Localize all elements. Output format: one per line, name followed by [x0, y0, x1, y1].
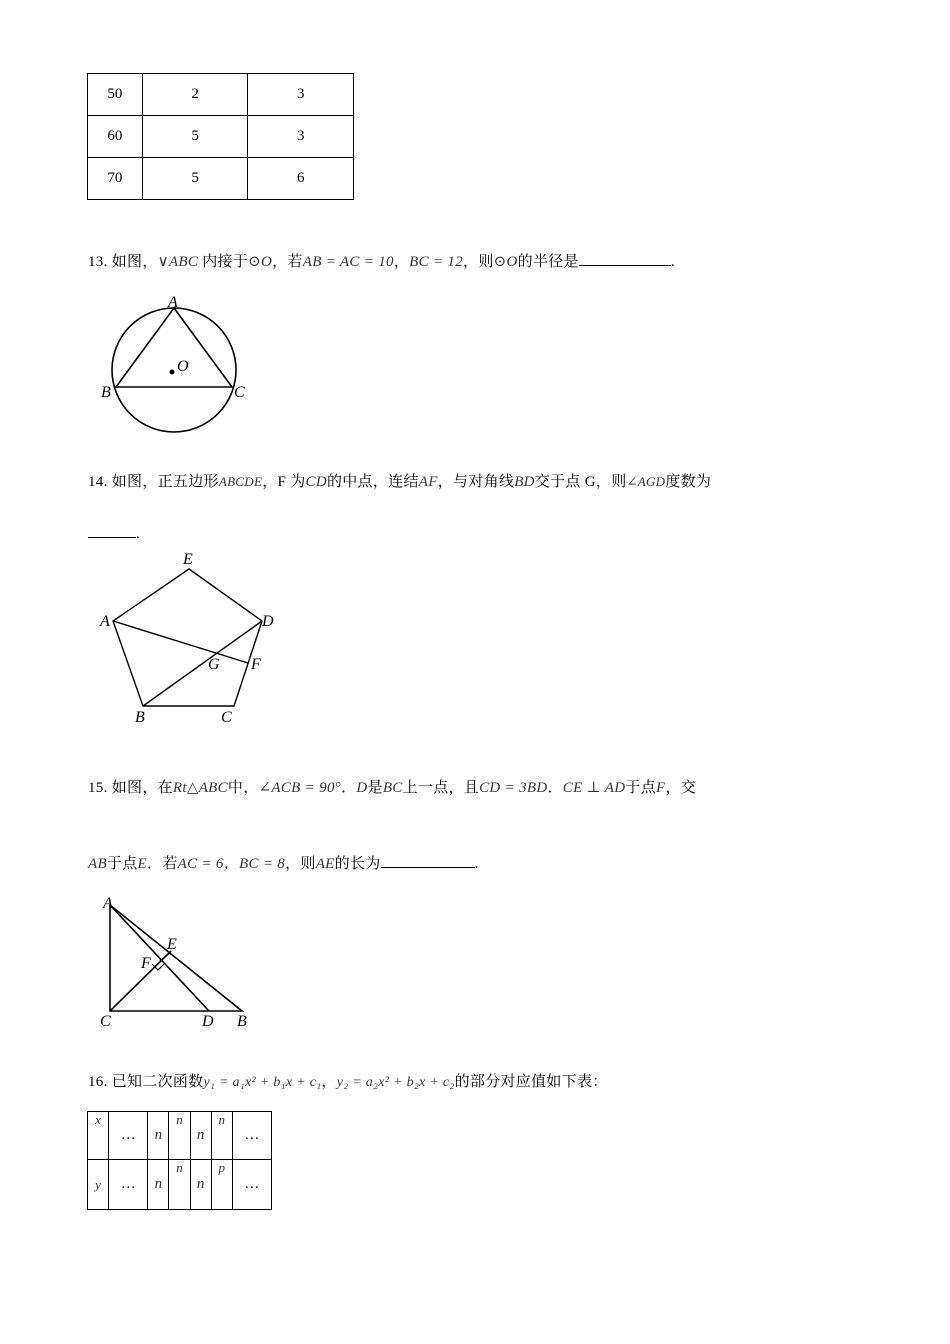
question-15-line-2	[88, 852, 479, 873]
table-cell: 2	[142, 74, 248, 116]
table-cell: …	[109, 1160, 148, 1210]
question-15	[88, 776, 696, 797]
center-point	[170, 370, 175, 375]
label-g: G	[208, 656, 220, 673]
table-cell: n	[148, 1112, 169, 1160]
text: .	[136, 526, 141, 542]
top-table	[87, 73, 354, 200]
math: CD = 3BD	[479, 780, 548, 796]
label-a: A	[103, 895, 113, 912]
question-16	[88, 1070, 608, 1091]
text: ．	[341, 780, 357, 796]
text: 度数为	[665, 474, 712, 490]
table-cell: n	[211, 1112, 232, 1160]
table-cell: n	[148, 1160, 169, 1210]
table-cell: x	[88, 1112, 109, 1160]
label-c: C	[100, 1013, 111, 1030]
text: 的部分对应值如下表：	[454, 1074, 608, 1090]
table-cell: 3	[248, 74, 354, 116]
segment-bd	[143, 621, 262, 706]
math: BC	[382, 780, 403, 796]
label-e: E	[167, 936, 177, 953]
table-cell: …	[232, 1112, 271, 1160]
math: y₁ = a₁x² + b₁x + c₁	[203, 1075, 322, 1090]
triangle-abc	[110, 905, 242, 1011]
math: AE	[315, 856, 335, 872]
text: 于点	[106, 856, 138, 872]
text: 交于点 G，则	[534, 474, 627, 490]
text: 的长为	[334, 856, 381, 872]
table-cell: …	[232, 1160, 271, 1210]
segment-ad	[110, 905, 209, 1011]
math: y₂ = a₂x² + b₂x + c₂	[336, 1075, 455, 1090]
text: ，交	[665, 780, 697, 796]
math: E	[137, 856, 148, 872]
figure-right-triangle	[95, 892, 265, 1037]
text: ，	[393, 254, 410, 270]
answer-blank	[381, 853, 475, 868]
segment-af	[113, 621, 248, 663]
text: 内接于	[202, 254, 249, 270]
table-cell: p	[211, 1160, 232, 1210]
text: ．若	[147, 856, 178, 872]
label-d: D	[262, 613, 274, 630]
circle-o	[112, 308, 236, 432]
label-d: D	[202, 1013, 214, 1030]
text: ，则	[463, 254, 494, 270]
math: D	[356, 780, 368, 796]
label-b: B	[101, 384, 111, 401]
label-a: A	[100, 613, 110, 630]
text: .	[474, 856, 479, 872]
table-cell: y	[88, 1160, 109, 1210]
math: CE ⊥ AD	[562, 780, 626, 796]
text: ，F 为	[262, 474, 306, 490]
label-f: F	[141, 955, 151, 972]
math: AF	[418, 474, 438, 490]
question-13	[88, 250, 675, 271]
math: ∨ABC	[157, 254, 199, 270]
text: 的半径是	[517, 254, 579, 270]
label-o: O	[177, 358, 189, 375]
table-cell: …	[109, 1112, 148, 1160]
question-number: 15.	[88, 780, 108, 796]
text: 是	[367, 780, 383, 796]
table-cell: 5	[142, 116, 248, 158]
label-a: A	[168, 294, 178, 311]
text: 已知二次函数	[111, 1074, 204, 1090]
question-number: 13.	[88, 254, 108, 270]
table-cell: 60	[88, 116, 143, 158]
answer-blank	[579, 251, 671, 266]
text: 如图，正五边形	[111, 474, 219, 490]
text: ，则	[285, 856, 316, 872]
label-c: C	[221, 709, 232, 726]
text: .	[670, 254, 675, 270]
text: ，与对角线	[437, 474, 515, 490]
math: AB = AC = 10	[302, 254, 394, 270]
table-cell: 6	[248, 158, 354, 200]
table-cell: n	[169, 1160, 190, 1210]
question-14-answer-line	[88, 523, 140, 543]
math: CD	[305, 474, 327, 490]
math: ∠ACB = 90°	[258, 780, 342, 796]
math: F	[656, 780, 666, 796]
question-14	[88, 470, 711, 491]
table-cell: n	[169, 1112, 190, 1160]
table-cell: 50	[88, 74, 143, 116]
math: ⊙O	[493, 254, 518, 270]
table-cell: n	[190, 1112, 211, 1160]
math: BC = 12	[409, 254, 464, 270]
figure-pentagon	[95, 548, 285, 728]
label-c: C	[234, 384, 245, 401]
table-cell: 70	[88, 158, 143, 200]
math: AB	[88, 856, 107, 872]
math: ∠AGD	[626, 474, 666, 489]
math: ABCDE	[218, 474, 263, 489]
table-cell: 3	[248, 116, 354, 158]
math: ⊙O	[248, 254, 273, 270]
table-cell: n	[190, 1160, 211, 1210]
label-f: F	[251, 656, 261, 673]
text: ，	[321, 1074, 337, 1090]
table-cell: 5	[142, 158, 248, 200]
text: 如图，	[111, 254, 158, 270]
math: Rt△ABC	[172, 780, 228, 796]
text: 于点	[625, 780, 657, 796]
math: AC = 6，BC = 8	[177, 856, 286, 872]
label-e: E	[183, 551, 193, 568]
triangle-abc	[116, 308, 232, 387]
text: ，若	[272, 254, 303, 270]
text: ．	[547, 780, 563, 796]
figure-circle-triangle	[95, 290, 255, 440]
text: 上一点，且	[402, 780, 480, 796]
text: 的中点，连结	[326, 474, 419, 490]
text: 中，	[227, 780, 259, 796]
label-b: B	[135, 709, 145, 726]
value-table	[87, 1111, 272, 1210]
label-b: B	[237, 1013, 247, 1030]
math: BD	[514, 474, 535, 490]
text: 如图，在	[111, 780, 173, 796]
question-number: 16.	[88, 1074, 108, 1090]
answer-blank	[88, 523, 136, 538]
question-number: 14.	[88, 474, 108, 490]
